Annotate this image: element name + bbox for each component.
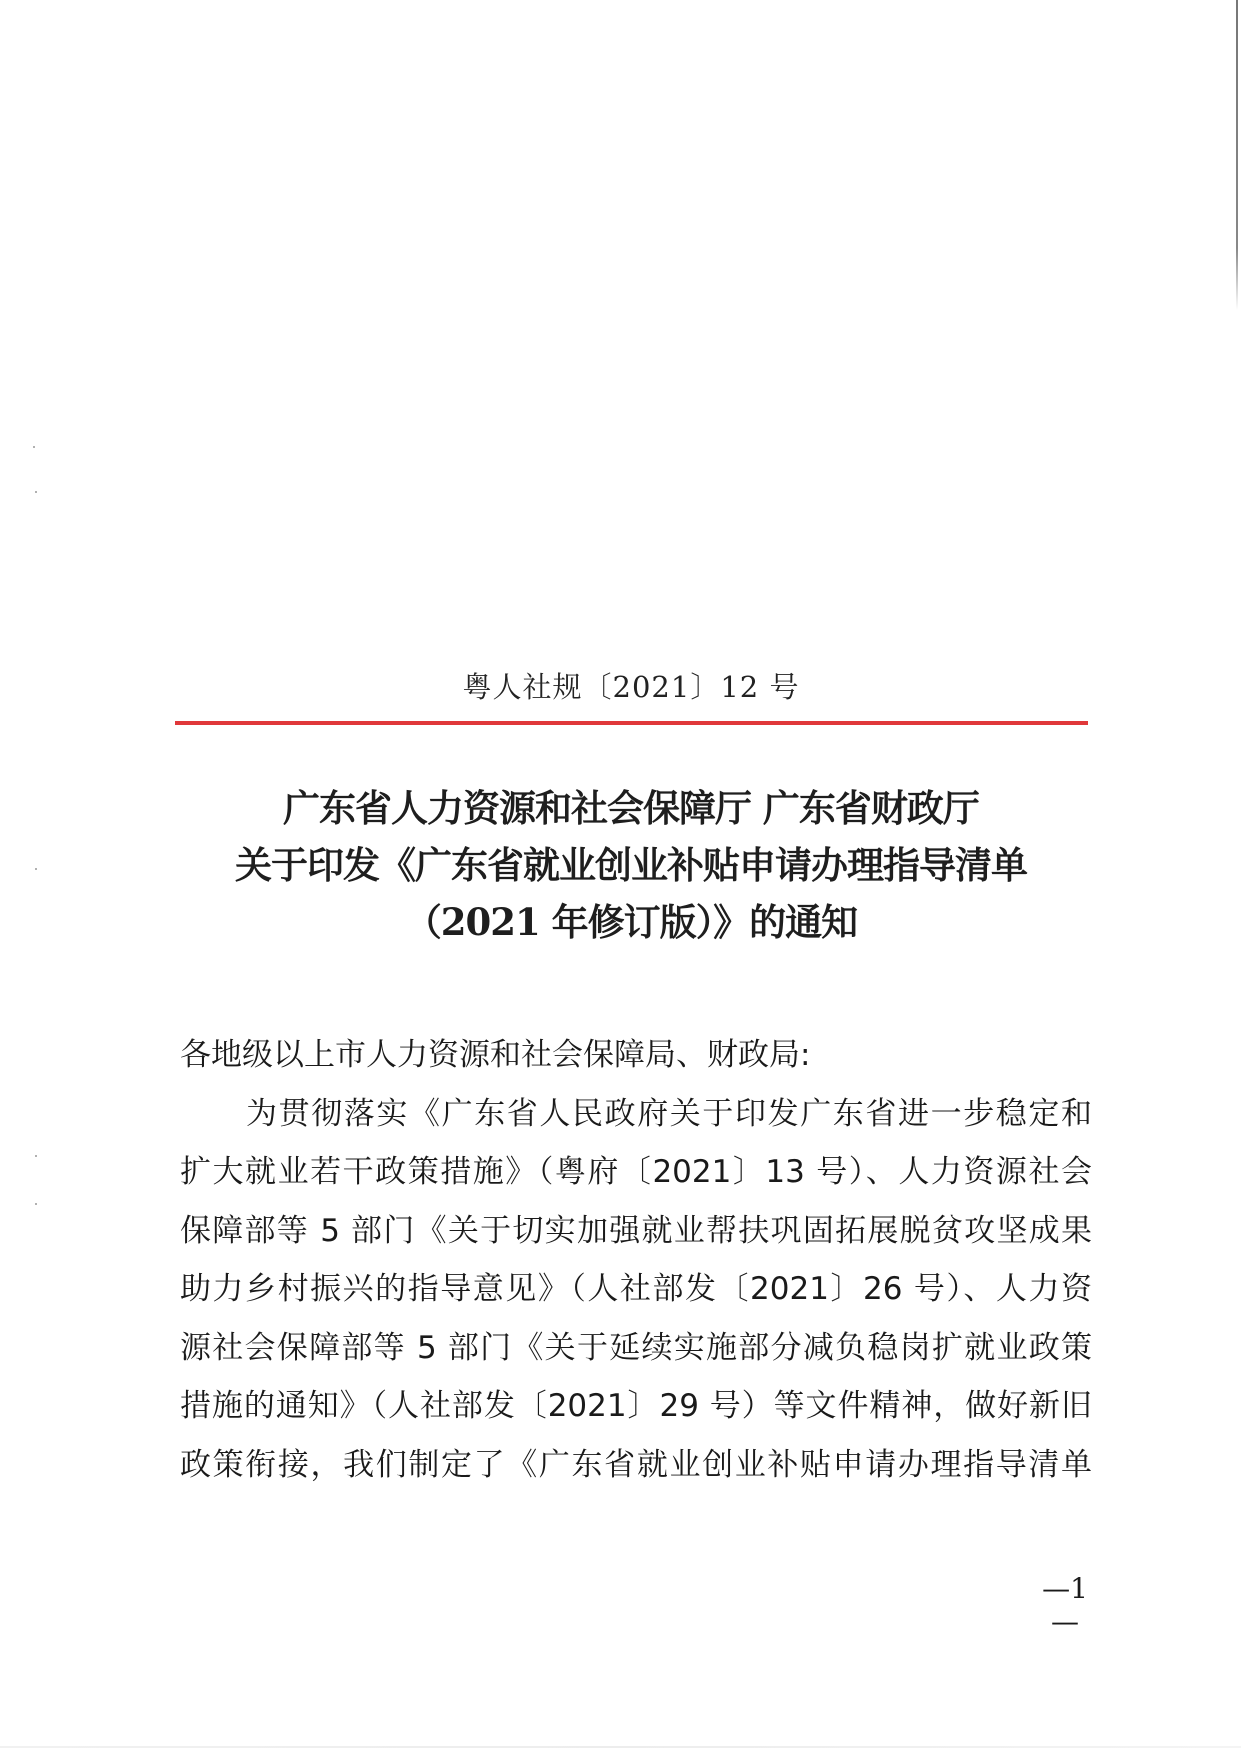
body-line: 扩大就业若干政策措施》（粤府〔2021〕13 号）、人力资源社会 [180, 1154, 1092, 1190]
body-line: 源社会保障部等 5 部门《关于延续实施部分减负稳岗扩就业政策 [180, 1329, 1092, 1366]
body-line: 为贯彻落实《广东省人民政府关于印发广东省进一步稳定和 [246, 1095, 1092, 1132]
title-line: 广东省人力资源和社会保障厅 广东省财政厅 [283, 786, 979, 830]
title-line: 关于印发《广东省就业创业补贴申请办理指导清单 [235, 843, 1027, 887]
scan-bottom-edge [0, 1746, 1241, 1748]
scan-speck [35, 491, 37, 493]
body-line: 措施的通知》（人社部发〔2021〕29 号）等文件精神，做好新旧 [180, 1388, 1092, 1424]
red-header-rule [175, 721, 1088, 725]
page-number: —1— [1042, 1572, 1088, 1638]
document-body [180, 1026, 1092, 1494]
salutation: 各地级以上市人力资源和社会保障局、财政局: [180, 1037, 811, 1073]
scan-speck [35, 1155, 37, 1157]
document-title [0, 780, 1241, 951]
title-line: （2021 年修订版）》的通知 [404, 900, 858, 944]
scan-speck [35, 1203, 37, 1205]
body-line: 保障部等 5 部门《关于切实加强就业帮扶巩固拓展脱贫攻坚成果 [180, 1212, 1092, 1249]
document-number: 粤人社规〔2021〕12 号 [462, 670, 800, 704]
body-line: 助力乡村振兴的指导意见》（人社部发〔2021〕26 号）、人力资 [180, 1271, 1092, 1307]
scan-edge-line [1236, 0, 1238, 310]
scan-speck [33, 446, 35, 448]
body-line: 政策衔接，我们制定了《广东省就业创业补贴申请办理指导清单 [180, 1446, 1092, 1483]
